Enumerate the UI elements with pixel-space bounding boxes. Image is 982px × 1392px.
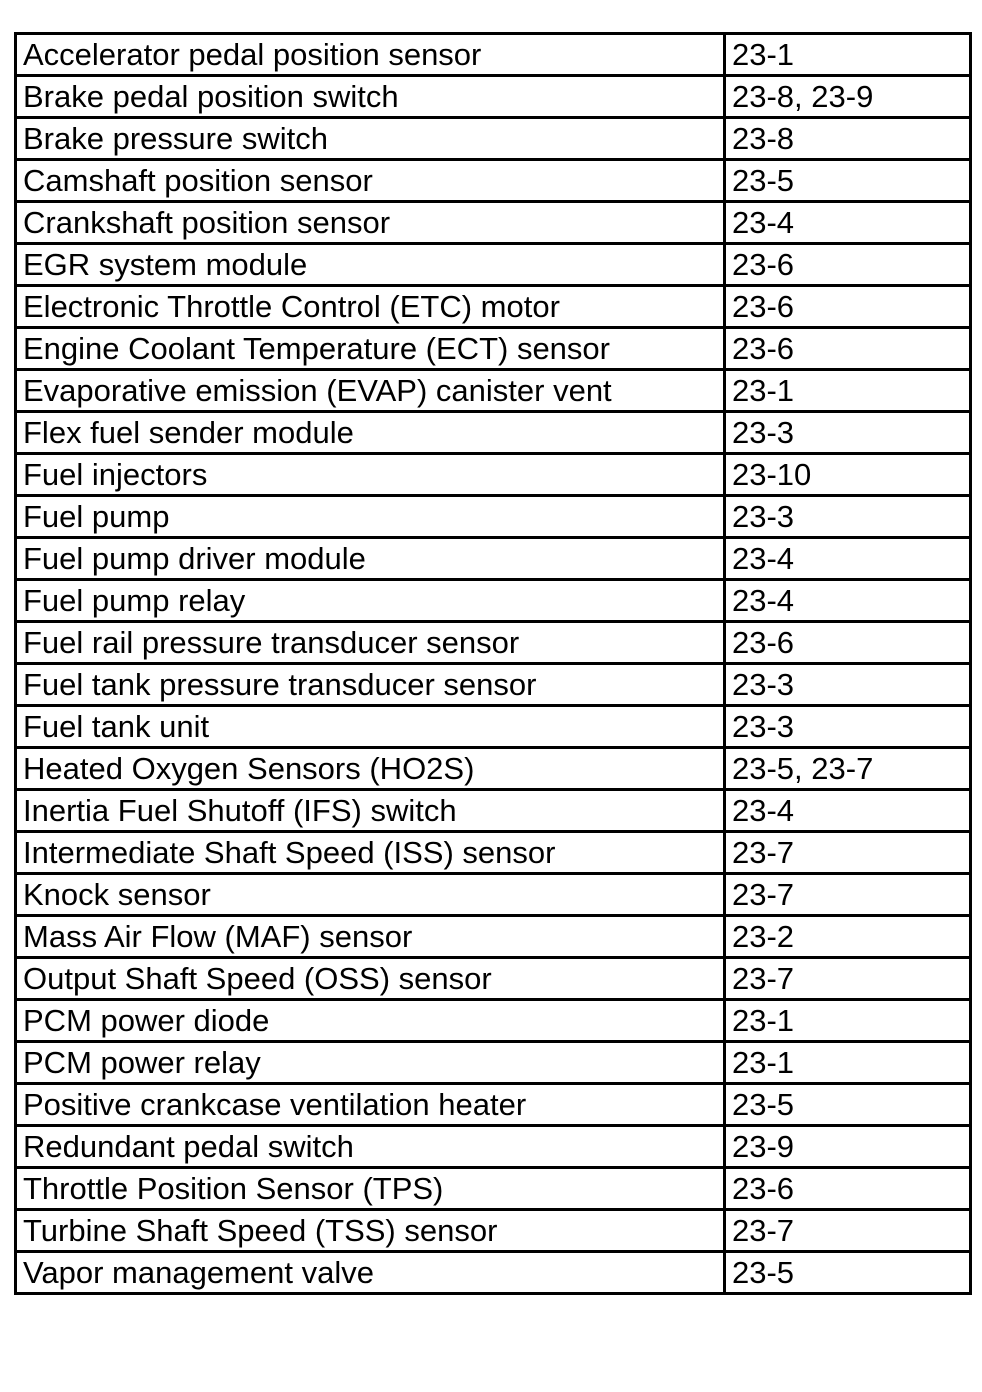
component-cell: Fuel rail pressure transducer sensor — [16, 622, 725, 664]
location-cell: 23-6 — [725, 1168, 971, 1210]
location-cell: 23-3 — [725, 412, 971, 454]
table-row — [16, 496, 971, 538]
component-cell: Flex fuel sender module — [16, 412, 725, 454]
table-row — [16, 412, 971, 454]
component-cell: Positive crankcase ventilation heater — [16, 1084, 725, 1126]
table-row — [16, 706, 971, 748]
location-cell: 23-2 — [725, 916, 971, 958]
location-cell: 23-8, 23-9 — [725, 76, 971, 118]
location-cell: 23-4 — [725, 538, 971, 580]
location-cell: 23-6 — [725, 328, 971, 370]
component-cell: Fuel pump driver module — [16, 538, 725, 580]
table-row — [16, 328, 971, 370]
table-row — [16, 1168, 971, 1210]
location-cell: 23-3 — [725, 706, 971, 748]
table-row — [16, 454, 971, 496]
location-cell: 23-10 — [725, 454, 971, 496]
component-cell: Brake pedal position switch — [16, 76, 725, 118]
location-cell: 23-8 — [725, 118, 971, 160]
component-cell: Inertia Fuel Shutoff (IFS) switch — [16, 790, 725, 832]
table-row — [16, 1252, 971, 1294]
table-row — [16, 538, 971, 580]
table-row — [16, 622, 971, 664]
table-row — [16, 202, 971, 244]
location-cell: 23-6 — [725, 244, 971, 286]
component-cell: Heated Oxygen Sensors (HO2S) — [16, 748, 725, 790]
component-cell: Throttle Position Sensor (TPS) — [16, 1168, 725, 1210]
component-cell: Fuel injectors — [16, 454, 725, 496]
table-row — [16, 160, 971, 202]
location-cell: 23-7 — [725, 1210, 971, 1252]
location-cell: 23-4 — [725, 580, 971, 622]
location-cell: 23-3 — [725, 664, 971, 706]
location-cell: 23-5 — [725, 1084, 971, 1126]
component-cell: Brake pressure switch — [16, 118, 725, 160]
location-cell: 23-7 — [725, 958, 971, 1000]
component-cell: Vapor management valve — [16, 1252, 725, 1294]
table-row — [16, 244, 971, 286]
table-row — [16, 1084, 971, 1126]
component-cell: Camshaft position sensor — [16, 160, 725, 202]
component-cell: Fuel tank pressure transducer sensor — [16, 664, 725, 706]
table-row — [16, 874, 971, 916]
component-cell: Redundant pedal switch — [16, 1126, 725, 1168]
table-row — [16, 832, 971, 874]
table-row — [16, 286, 971, 328]
table-row — [16, 1000, 971, 1042]
table-row — [16, 118, 971, 160]
location-cell: 23-5 — [725, 160, 971, 202]
component-location-table — [14, 32, 972, 1295]
component-cell: Turbine Shaft Speed (TSS) sensor — [16, 1210, 725, 1252]
component-cell: Fuel pump relay — [16, 580, 725, 622]
location-cell: 23-5, 23-7 — [725, 748, 971, 790]
component-cell: Knock sensor — [16, 874, 725, 916]
component-cell: Output Shaft Speed (OSS) sensor — [16, 958, 725, 1000]
location-cell: 23-3 — [725, 496, 971, 538]
table-row — [16, 664, 971, 706]
component-cell: Crankshaft position sensor — [16, 202, 725, 244]
component-cell: Evaporative emission (EVAP) canister vent — [16, 370, 725, 412]
table-row — [16, 1210, 971, 1252]
table-row — [16, 1042, 971, 1084]
location-cell: 23-7 — [725, 874, 971, 916]
location-cell: 23-1 — [725, 1042, 971, 1084]
table-row — [16, 34, 971, 76]
table-row — [16, 748, 971, 790]
table-row — [16, 790, 971, 832]
component-cell: Fuel pump — [16, 496, 725, 538]
component-cell: Accelerator pedal position sensor — [16, 34, 725, 76]
table-row — [16, 916, 971, 958]
table-row — [16, 370, 971, 412]
location-cell: 23-6 — [725, 286, 971, 328]
component-cell: Mass Air Flow (MAF) sensor — [16, 916, 725, 958]
table-row — [16, 580, 971, 622]
location-cell: 23-5 — [725, 1252, 971, 1294]
component-cell: PCM power diode — [16, 1000, 725, 1042]
component-cell: PCM power relay — [16, 1042, 725, 1084]
location-cell: 23-1 — [725, 370, 971, 412]
location-cell: 23-9 — [725, 1126, 971, 1168]
component-cell: EGR system module — [16, 244, 725, 286]
component-cell: Intermediate Shaft Speed (ISS) sensor — [16, 832, 725, 874]
table-row — [16, 76, 971, 118]
table-body — [16, 34, 971, 1294]
location-cell: 23-1 — [725, 34, 971, 76]
table-row — [16, 958, 971, 1000]
table-row — [16, 1126, 971, 1168]
location-cell: 23-6 — [725, 622, 971, 664]
location-cell: 23-4 — [725, 790, 971, 832]
location-cell: 23-4 — [725, 202, 971, 244]
location-cell: 23-1 — [725, 1000, 971, 1042]
component-cell: Fuel tank unit — [16, 706, 725, 748]
component-cell: Electronic Throttle Control (ETC) motor — [16, 286, 725, 328]
component-cell: Engine Coolant Temperature (ECT) sensor — [16, 328, 725, 370]
location-cell: 23-7 — [725, 832, 971, 874]
